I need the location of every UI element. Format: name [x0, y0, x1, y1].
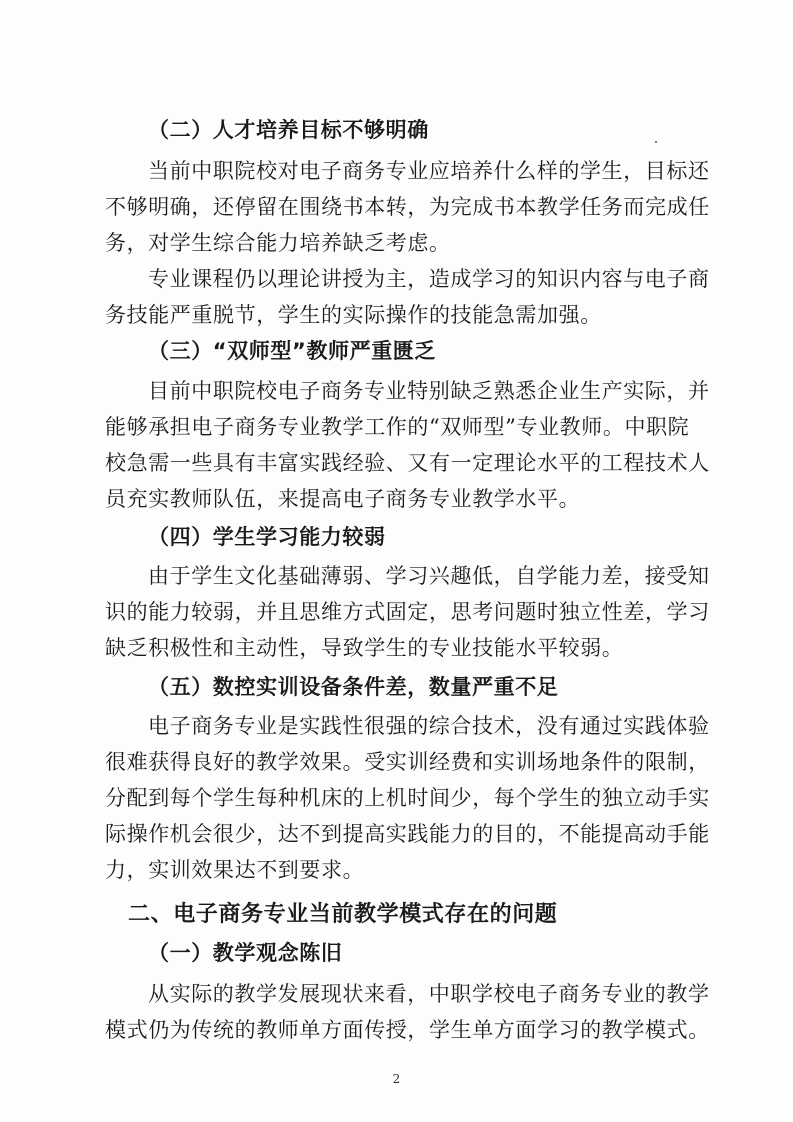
paragraph-line: 员充实教师队伍，来提高电子商务专业教学水平。 — [105, 487, 581, 511]
part-heading: 二、电子商务专业当前教学模式存在的问题 — [128, 902, 558, 927]
paragraph-line: 由于学生文化基础薄弱、学习兴趣低，自学能力差，接受知 — [148, 564, 710, 588]
paragraph-line: 际操作机会很少，达不到提高实践能力的目的，不能提高动手能 — [105, 822, 710, 846]
paragraph-line: 目前中职院校电子商务专业特别缺乏熟悉企业生产实际，并 — [148, 379, 710, 403]
paragraph-line: 电子商务专业是实践性很强的综合技术，没有通过实践体验 — [148, 714, 710, 738]
paragraph-line: 分配到每个学生每种机床的上机时间少，每个学生的独立动手实 — [105, 786, 710, 810]
section-heading: （二）人才培养目标不够明确 — [148, 118, 429, 142]
paragraph-line: 不够明确，还停留在围绕书本转，为完成书本教学任务而完成任 — [105, 195, 710, 219]
paragraph-line: 缺乏积极性和主动性，导致学生的专业技能水平较弱。 — [105, 636, 624, 660]
section-heading: （四）学生学习能力较弱 — [148, 525, 386, 549]
paragraph-line: 从实际的教学发展现状来看，中职学校电子商务专业的教学 — [148, 982, 710, 1006]
paragraph-line: 务，对学生综合能力培养缺乏考虑。 — [105, 231, 451, 255]
sub-heading: （一）教学观念陈旧 — [148, 941, 343, 965]
scan-speck — [655, 141, 657, 143]
section-heading: （五）数控实训设备条件差，数量严重不足 — [148, 675, 559, 699]
paragraph-line: 力，实训效果达不到要求。 — [105, 858, 365, 882]
paragraph-line: 专业课程仍以理论讲授为主，造成学习的知识内容与电子商 — [148, 267, 710, 291]
paragraph-line: 识的能力较弱，并且思维方式固定，思考问题时独立性差，学习 — [105, 600, 710, 624]
paragraph-line: 当前中职院校对电子商务专业应培养什么样的学生，目标还 — [148, 159, 710, 183]
paragraph-line: 校急需一些具有丰富实践经验、又有一定理论水平的工程技术人 — [105, 451, 710, 475]
paragraph-line: 很难获得良好的教学效果。受实训经费和实训场地条件的限制， — [105, 750, 710, 774]
page-number: 2 — [392, 1072, 401, 1086]
paragraph-line: 务技能严重脱节，学生的实际操作的技能急需加强。 — [105, 303, 602, 327]
paragraph-line: 模式仍为传统的教师单方面传授，学生单方面学习的教学模式。 — [105, 1018, 710, 1042]
paragraph-line: 能够承担电子商务专业教学工作的“双师型”专业教师。中职院 — [105, 415, 690, 439]
section-heading: （三）“双师型”教师严重匮乏 — [148, 339, 437, 363]
